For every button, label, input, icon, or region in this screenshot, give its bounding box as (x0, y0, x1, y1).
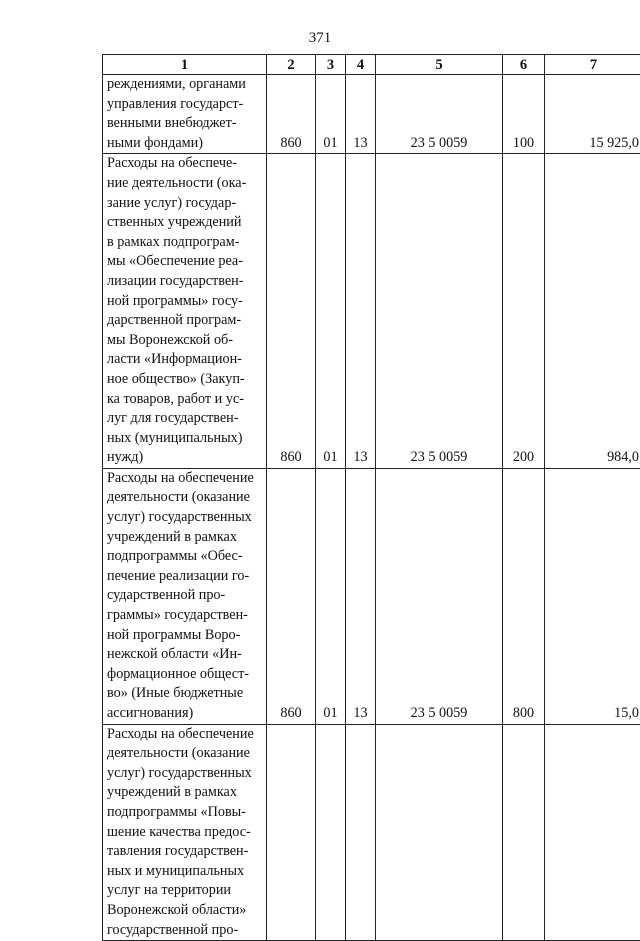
cell-c3: 01 (316, 75, 346, 154)
description-line: граммы» государствен- (107, 606, 263, 626)
description-line: лизации государствен- (107, 272, 263, 292)
description-line: в рамках подпрограм- (107, 233, 263, 253)
cell-c6: 800 (503, 468, 545, 724)
cell-c5 (376, 724, 503, 941)
cell-c2 (267, 724, 316, 941)
cell-c5: 23 5 0059 (376, 468, 503, 724)
description-line: ласти «Информацион- (107, 350, 263, 370)
description-line: мы «Обеспечение реа- (107, 252, 263, 272)
description-line: ной программы Воро- (107, 626, 263, 646)
description-line: государственной про- (107, 921, 263, 941)
description-line: Воронежской области» (107, 901, 263, 921)
description-line: услуг) государственных (107, 508, 263, 528)
cell-c6 (503, 724, 545, 941)
budget-table (102, 54, 640, 941)
description-line: мы Воронежской об- (107, 331, 263, 351)
table-row (103, 724, 640, 941)
description-line: луг для государствен- (107, 409, 263, 429)
header-cell: 5 (376, 55, 503, 75)
description-line: учреждений в рамках (107, 528, 263, 548)
description-line: ассигнования) (107, 704, 263, 724)
cell-c3 (316, 724, 346, 941)
description-line: дарственной програм- (107, 311, 263, 331)
description-line: нежской области «Ин- (107, 645, 263, 665)
row-description (103, 154, 267, 469)
description-line: услуг) государственных (107, 764, 263, 784)
cell-c3: 01 (316, 154, 346, 469)
description-line: учреждений в рамках (107, 783, 263, 803)
description-line: формационное общест- (107, 665, 263, 685)
cell-c4: 13 (346, 75, 376, 154)
description-line: во» (Иные бюджетные (107, 684, 263, 704)
table-row (103, 75, 640, 154)
header-row (103, 55, 640, 75)
row-description (103, 75, 267, 154)
description-line: ка товаров, работ и ус- (107, 390, 263, 410)
description-line: ных (муниципальных) (107, 429, 263, 449)
cell-c5: 23 5 0059 (376, 75, 503, 154)
header-cell: 3 (316, 55, 346, 75)
cell-c4 (346, 724, 376, 941)
header-cell: 1 (103, 55, 267, 75)
description-line: управления государст- (107, 95, 263, 115)
cell-c7 (545, 724, 640, 941)
table-row (103, 154, 640, 469)
header-cell: 4 (346, 55, 376, 75)
header-cell: 7 (545, 55, 640, 75)
header-cell: 6 (503, 55, 545, 75)
description-line: тавления государствен- (107, 842, 263, 862)
description-line: деятельности (оказание (107, 744, 263, 764)
description-line: нужд) (107, 448, 263, 468)
description-line: ной программы» госу- (107, 292, 263, 312)
cell-c7: 15 925,0 (545, 75, 640, 154)
cell-c6: 100 (503, 75, 545, 154)
cell-c4: 13 (346, 468, 376, 724)
description-line: зание услуг) государ- (107, 194, 263, 214)
description-line: Расходы на обеспече- (107, 154, 263, 174)
description-line: ных и муниципальных (107, 862, 263, 882)
page-number: 371 (0, 30, 640, 47)
description-line: Расходы на обеспечение (107, 469, 263, 489)
row-description (103, 724, 267, 941)
cell-c7: 984,0 (545, 154, 640, 469)
description-line: подпрограммы «Обес- (107, 547, 263, 567)
description-line: услуг на территории (107, 881, 263, 901)
cell-c5: 23 5 0059 (376, 154, 503, 469)
cell-c2: 860 (267, 75, 316, 154)
description-line: ными фондами) (107, 134, 263, 154)
description-line: сударственной про- (107, 586, 263, 606)
description-line: ственных учреждений (107, 213, 263, 233)
description-line: подпрограммы «Повы- (107, 803, 263, 823)
cell-c6: 200 (503, 154, 545, 469)
description-line: деятельности (оказание (107, 488, 263, 508)
description-line: ное общество» (Закуп- (107, 370, 263, 390)
description-line: венными внебюджет- (107, 114, 263, 134)
cell-c7: 15,0 (545, 468, 640, 724)
table-row (103, 468, 640, 724)
cell-c4: 13 (346, 154, 376, 469)
header-cell: 2 (267, 55, 316, 75)
description-line: Расходы на обеспечение (107, 725, 263, 745)
description-line: ние деятельности (ока- (107, 174, 263, 194)
cell-c3: 01 (316, 468, 346, 724)
cell-c2: 860 (267, 468, 316, 724)
description-line: реждениями, органами (107, 75, 263, 95)
table-body (103, 75, 640, 941)
cell-c2: 860 (267, 154, 316, 469)
row-description (103, 468, 267, 724)
description-line: шение качества предос- (107, 823, 263, 843)
description-line: печение реализации го- (107, 567, 263, 587)
